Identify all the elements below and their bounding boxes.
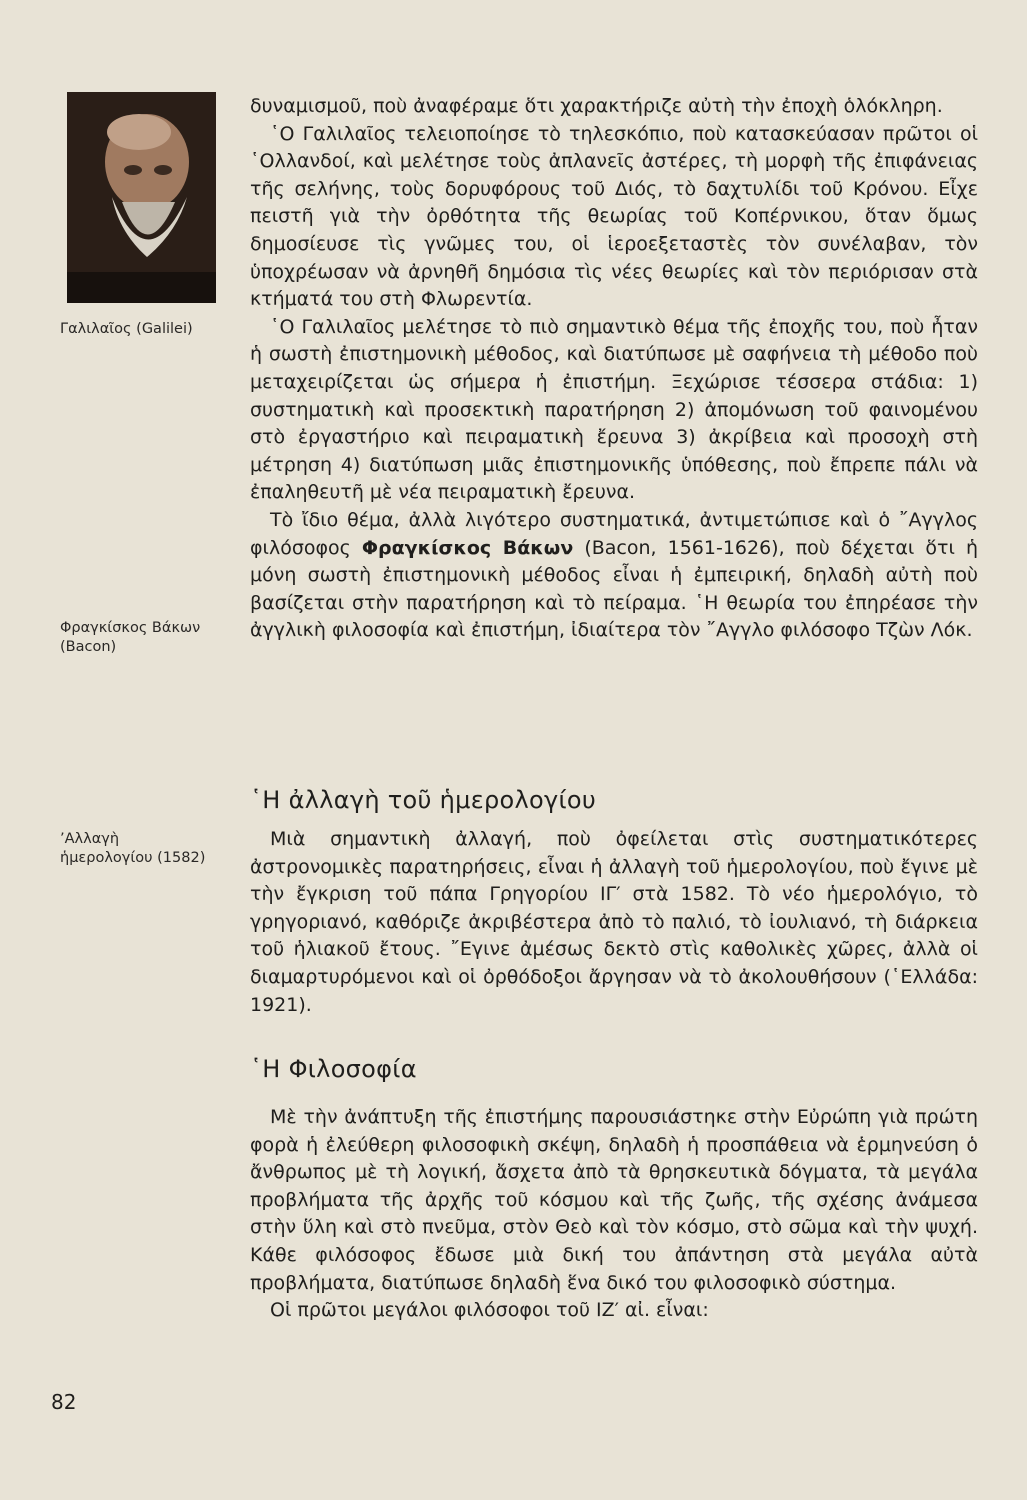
paragraph: ῾Ο Γαλιλαῖος μελέτησε τὸ πιὸ σημαντικὸ θέμα τῆς ἐποχῆς του, ποὺ ἦταν ἡ σωστὴ ἐπιστημονικὴ μέθοδος, καὶ διατύπωσε μὲ σαφήνεια τὴ μέθοδο ποὺ μεταχειρίζεται ὡς σήμερα ἡ ἐπιστήμη. Ξεχώρισε τέσσερα στάδια: 1) συστηματικὴ καὶ προσεκτικὴ παρατήρηση 2) ἀπομόνωση τοῦ φαινομένου στὸ ἐργαστήριο καὶ πειραματικὴ ἔρευνα 3) ἀκρίβεια καὶ προσοχὴ στὴ μέτρηση 4) διατύπωση μιᾶς ἐπιστημονικῆς ὑπόθεσης, ποὺ ἔπρεπε πάλι νὰ ἐπαληθευτῆ μὲ νέα πειραματικὴ ἔρευνα. (250, 315, 978, 504)
paragraph: δυναμισμοῦ, ποὺ ἀναφέραμε ὅτι χαρακτήριζε αὐτὴ τὴν ἐποχὴ ὁλόκληρη. (250, 95, 943, 117)
heading-calendar: ῾Η ἀλλαγὴ τοῦ ἡμερολογίου (250, 786, 597, 814)
bacon-caption (60, 619, 200, 657)
heading-philosophy: ῾Η Φιλοσοφία (250, 1055, 417, 1083)
section-philosophy (250, 1104, 978, 1325)
calendar-caption-line2: ἡμερολογίου (1582) (60, 850, 206, 866)
calendar-caption (60, 830, 205, 868)
paragraph: Μὲ τὴν ἀνάπτυξη τῆς ἐπιστήμης παρουσιάστηκε στὴν Εὐρώπη γιὰ πρώτη φορὰ ἡ ἐλεύθερη φιλοσοφικὴ σκέψη, δηλαδὴ ἡ προσπάθεια νὰ ἑρμηνεύση ὁ ἄνθρωπος μὲ τὴ λογική, ἄσχετα ἀπὸ τὰ θρησκευτικὰ δόγματα, τὰ μεγάλα προβλήματα τῆς ἀρχῆς τοῦ κόσμου καὶ τῆς ζωῆς, τῆς σχέσης ἀνάμεσα στὴν ὕλη καὶ στὸ πνεῦμα, στὸν Θεὸ καὶ τὸν κόσμο, στὸ σῶμα καὶ τὴν ψυχή. Κάθε φιλόσοφος ἔδωσε μιὰ δική του ἀπάντηση στὰ μεγάλα αὐτὰ προβλήματα, διατύπωσε δηλαδὴ ἕνα δικό του φιλοσοφικὸ σύστημα. (250, 1106, 978, 1294)
section-galileo-bacon (250, 93, 978, 645)
paragraph-bacon (250, 507, 978, 645)
paragraph: Οἱ πρῶτοι μεγάλοι φιλόσοφοι τοῦ ΙΖ′ αἰ. εἶναι: (270, 1299, 709, 1322)
galileo-caption: Γαλιλαῖος (Galilei) (60, 321, 193, 337)
paragraph: ῾Ο Γαλιλαῖος τελειοποίησε τὸ τηλεσκόπιο, ποὺ κατασκεύασαν πρῶτοι οἱ ῾Ολλανδοί, καὶ μελέτησε τοὺς ἀπλανεῖς ἀστέρες, τὴ μορφὴ τῆς ἐπιφάνειας τῆς σελήνης, τοὺς δορυφόρους τοῦ Διός, τὸ δαχτυλίδι τοῦ Κρόνου. Εἶχε πειστῆ γιὰ τὴν ὀρθότητα τῆς θεωρίας τοῦ Κοπέρνικου, ὅταν ὅμως δημοσίευσε τὶς γνῶμες του, οἱ ἱεροεξεταστὲς τὸν συνέλαβαν, τὸν ὑποχρέωσαν νὰ ἀρνηθῆ δημόσια τὶς νέες θεωρίες καὶ τὸν περιόρισαν στὰ κτήματά του στὴ Φλωρεντία. (250, 122, 978, 311)
bacon-caption-line1: Φραγκίσκος Βάκων (60, 620, 201, 636)
text-run: Τὸ ἴδιο θέμα, ἀλλὰ λιγότερο συστηματικά, ἀντιμετώπισε καὶ ὁ ῎Αγγλος φιλόσοφος (250, 508, 978, 559)
text-run: (Bacon, 1561-1626), ποὺ δέχεται ὅτι ἡ μόνη σωστὴ ἐπιστημονικὴ μέθοδος εἶναι ἡ ἐμπειρική, δηλαδὴ αὐτὴ ποὺ βασίζεται στὴν παρατήρηση καὶ τὸ πείραμα. ῾Η θεωρία του ἐπηρέασε τὴν ἀγγλικὴ φιλοσοφία καὶ ἐπιστήμη, ἰδιαίτερα τὸν ῎Αγγλο φιλόσοφο Τζὼν Λόκ. (250, 536, 978, 642)
galileo-portrait (67, 92, 216, 303)
calendar-caption-line1: ’Αλλαγὴ (60, 831, 120, 847)
paragraph: Μιὰ σημαντικὴ ἀλλαγή, ποὺ ὀφείλεται στὶς συστηματικότερες ἀστρονομικὲς παρατηρήσεις, εἶναι ἡ ἀλλαγὴ τοῦ ἡμερολογίου, ποὺ ἔγινε μὲ τὴν ἔγκριση τοῦ πάπα Γρηγορίου ΙΓ′ στὰ 1582. Τὸ νέο ἡμερολόγιο, τὸ γρηγοριανό, καθόριζε ἀκριβέστερα ἀπὸ τὸ παλιό, τὸ ἰουλιανό, τὴ διάρκεια τοῦ ἡλιακοῦ ἔτους. ῎Εγινε ἀμέσως δεκτὸ στὶς καθολικὲς χῶρες, ἀλλὰ οἱ διαμαρτυρόμενοι καὶ οἱ ὀρθόδοξοι ἄργησαν νὰ τὸ ἀκολουθήσουν (῾Ελλάδα: 1921). (250, 828, 978, 1016)
bacon-caption-line2: (Bacon) (60, 639, 117, 655)
page-number: 82 (51, 1390, 77, 1414)
bacon-name-bold: Φραγκίσκος Βάκων (361, 536, 574, 559)
section-calendar (250, 826, 978, 1019)
